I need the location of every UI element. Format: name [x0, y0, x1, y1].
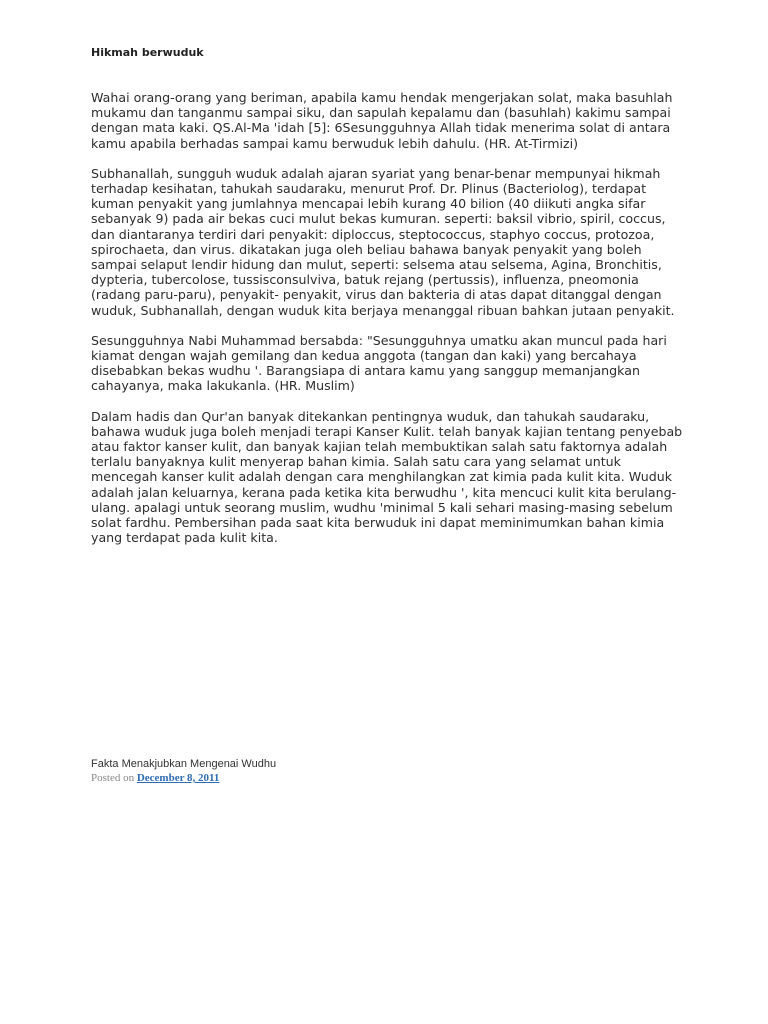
paragraph-2: Subhanallah, sungguh wuduk adalah ajaran syariat yang benar-benar mempunyai hikmah terhadap kesihatan, tahukah saudaraku, menurut Prof. Dr. Plinus (Bacteriolog), terdapat kuman penyakit yang jumlahnya mencapai lebih kurang 40 bilion (40 diikuti angka sifar sebanyak 9) pada air bekas cuci mulut bekas kumuran. seperti: baksil vibrio, spiril, coccus, dan diantaranya terdiri dari penyakit: diploccus, steptococcus, staphyo coccus, protozoa, spirochaeta, dan virus. dikatakan juga oleh beliau bahawa banyak penyakit yang boleh sampai selaput lendir hidung dan mulut, seperti: selsema atau selsema, Agina, Bronchitis, dypteria, tubercolose, tussisconsulviva, batuk rejang (pertussis), influenza, pneomonia (radang paru-paru), penyakit- penyakit, virus dan bakteria di atas dapat ditanggal dengan wuduk, Subhanallah, dengan wuduk kita berjaya menanggal ribuan bahkan jutaan penyakit. [91, 165, 675, 318]
post-footer [91, 758, 686, 785]
document-body [91, 90, 686, 560]
paragraph-1: Wahai orang-orang yang beriman, apabila kamu hendak mengerjakan solat, maka basuhlah mukamu dan tanganmu sampai siku, dan sapulah kepalamu dan (basuhlah) kakimu sampai dengan mata kaki. QS.Al-Ma 'idah [5]: 6Sesungguhnya Allah tidak menerima solat di antara kamu apabila berhadas sampai kamu berwuduk lebih dahulu. (HR. At-Tirmizi) [91, 90, 673, 151]
document-title: Hikmah berwuduk [91, 46, 204, 59]
paragraph-3: Sesungguhnya Nabi Muhammad bersabda: "Sesungguhnya umatku akan muncul pada hari kiamat dengan wajah gemilang dan kedua anggota (tangan dan kaki) yang bercahaya disebabkan bekas wudhu '. Barangsiapa di antara kamu yang sanggup memanjangkan cahayanya, maka lakukanla. (HR. Muslim) [91, 332, 667, 394]
posted-date-link[interactable]: December 8, 2011 [136, 772, 220, 784]
posted-label: Posted on [91, 772, 135, 784]
paragraph-4: Dalam hadis dan Qur'an banyak ditekankan pentingnya wuduk, dan tahukah saudaraku, bahawa wuduk juga boleh menjadi terapi Kanser Kulit. telah banyak kajian tentang penyebab atau faktor kanser kulit, dan banyak kajian telah membuktikan salah satu faktornya adalah terlalu banyaknya kulit menyerap bahan kimia. Salah satu cara yang selamat untuk mencegah kanser kulit adalah dengan cara menghilangkan zat kimia pada kulit kita. Wuduk adalah jalan keluarnya, kerana pada ketika kita berwudhu ', kita mencuci kulit kita berulang-ulang. apalagi untuk seorang muslim, wudhu 'minimal 5 kali sehari masing-masing sebelum solat fardhu. Pembersihan pada saat kita berwuduk ini dapat meminimumkan bahan kimia yang terdapat pada kulit kita. [91, 408, 683, 546]
post-title: Fakta Menakjubkan Mengenai Wudhu [91, 758, 277, 770]
posted-line [91, 771, 686, 785]
